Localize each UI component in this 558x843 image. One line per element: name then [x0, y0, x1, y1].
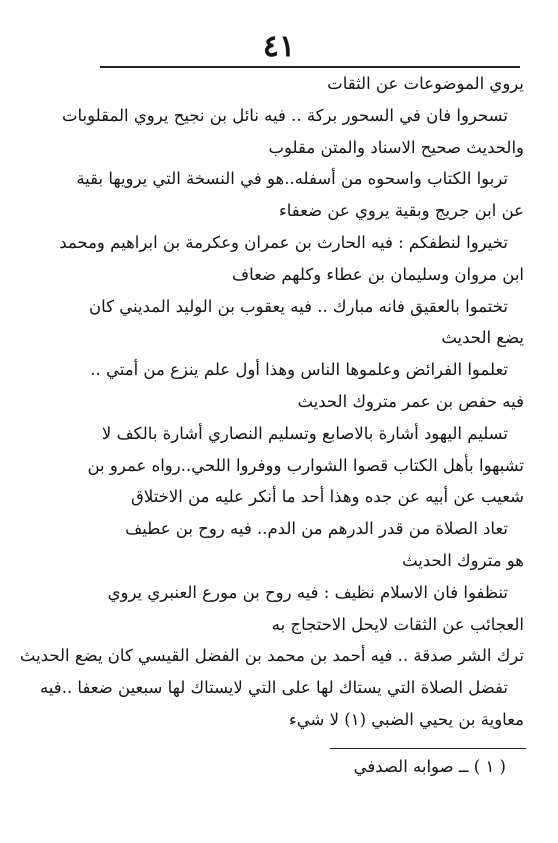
- text-line: تنظفوا فان الاسلام نظيف : فيه روح بن مورع العنبري يروي: [107, 582, 508, 602]
- page-number: ٤١: [262, 29, 296, 64]
- footnote-rule: [330, 748, 526, 749]
- text-line: تربوا الكتاب واسحوه من أسفله..هو في النسخة التي يرويها بقية: [76, 169, 508, 189]
- footnote: ( ١ ) ــ صوابه الصدفي: [353, 757, 506, 776]
- text-line: تعاد الصلاة من قدر الدرهم من الدم.. فيه روح بن عطيف: [125, 519, 508, 539]
- text-line: والحديث صحيح الاسناد والمتن مقلوب: [268, 137, 524, 157]
- text-line: العجائب عن الثقات لايحل الاحتجاج به: [271, 614, 524, 634]
- text-line: يروي الموضوعات عن الثقات: [327, 74, 524, 93]
- text-line: تسليم اليهود أشارة بالاصابع وتسليم النصاري أشارة بالكف لا: [101, 423, 508, 443]
- text-line: معاوية بن يحيي الضبي (١) لا شيء: [289, 709, 524, 729]
- text-line: تشبهوا بأهل الكتاب قصوا الشوارب ووفروا اللحي..رواه عمرو بن: [87, 455, 524, 475]
- text-line: عن ابن جريج وبقية يروي عن ضعفاء: [279, 201, 524, 221]
- text-line: ترك الشر صدقة .. فيه أحمد بن محمد بن الفضل القيسي كان يضع الحديث: [19, 646, 524, 666]
- text-line: شعيب عن أبيه عن جده وهذا أحد ما أنكر عليه من الاختلاق: [131, 487, 524, 507]
- text-line: تختموا بالعقيق فانه مبارك .. فيه يعقوب بن الوليد المديني كان: [88, 296, 508, 316]
- text-line: تسحروا فان في السحور بركة .. فيه نائل بن نجيح يروي المقلوبات: [61, 105, 508, 125]
- text-line: ابن مروان وسليمان بن عطاء وكلهم ضعاف: [231, 264, 524, 284]
- text-line: تفضل الصلاة التي يستاك لها على التي لايستاك لها سبعين ضعفا ..فيه: [39, 678, 508, 698]
- text-line: هو متروك الحديث: [402, 550, 524, 570]
- text-line: فيه حفص بن عمر متروك الحديث: [297, 391, 524, 411]
- text-line: تعلموا الفرائض وعلموها الناس وهذا أول علم ينزع من أمتي ..: [90, 360, 508, 380]
- text-line: يضع الحديث: [441, 328, 524, 348]
- text-line: تخيروا لنطفكم : فيه الحارث بن عمران وعكرمة بن ابراهيم ومحمد: [59, 232, 508, 252]
- body-text: [19, 68, 524, 736]
